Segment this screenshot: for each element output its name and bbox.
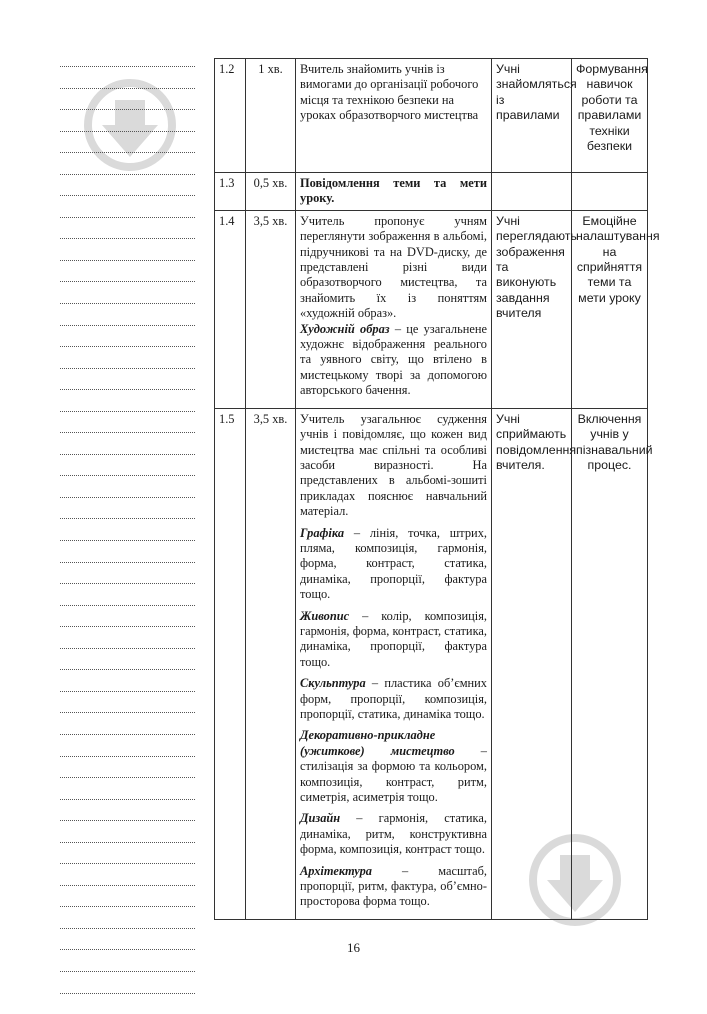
art-form-means: – лінія, точка, штрих, пляма, композиція, гармонія, форма, контраст, статика, динаміка, пропорції, фактура тощо. [300, 525, 487, 602]
definition-term: Художній образ [300, 321, 390, 336]
lesson-plan-table [214, 58, 660, 920]
art-form-term: Скульптура [300, 676, 366, 691]
note-line [60, 131, 195, 133]
table-row [215, 210, 648, 408]
note-line [60, 734, 195, 736]
note-line [60, 66, 195, 68]
note-line [60, 368, 195, 370]
note-line [60, 475, 195, 477]
art-form-definition [300, 676, 487, 722]
note-line [60, 411, 195, 413]
step-number: 1.4 [215, 210, 246, 408]
teacher-activity [296, 59, 492, 173]
teacher-activity [296, 408, 492, 919]
art-form-term: Декоративно-прикладне (ужиткове) мистецтво [300, 728, 455, 758]
art-form-definition [300, 609, 487, 671]
art-form-means: – колір, композиція, гармонія, форма, контраст, статика, динаміка, пропорції, фактура тощо. [300, 608, 487, 669]
pupil-activity [492, 173, 572, 211]
table-row [215, 408, 648, 919]
note-line [60, 88, 195, 90]
table-row [215, 173, 648, 211]
art-form-definition [300, 526, 487, 603]
note-line [60, 777, 195, 779]
art-form-means: – гармонія, статика, динаміка, ритм, конструктивна форма, композиція, контраст тощо. [300, 811, 487, 857]
note-line [60, 195, 195, 197]
note-line [60, 432, 195, 434]
expected-result [572, 173, 648, 211]
note-line [60, 540, 195, 542]
step-duration: 3,5 хв. [246, 408, 296, 919]
step-duration: 1 хв. [246, 59, 296, 173]
note-line [60, 389, 195, 391]
note-line [60, 260, 195, 262]
definition [300, 322, 487, 399]
note-line [60, 152, 195, 154]
pupil-activity: Учні переглядають зображення та виконують завдання вчителя [492, 210, 572, 408]
pupil-activity: Учні знайомляться із правилами [492, 59, 572, 173]
note-line [60, 799, 195, 801]
note-line [60, 518, 195, 520]
note-line [60, 669, 195, 671]
art-form-term: Архітектура [300, 863, 372, 878]
note-line [60, 928, 195, 930]
note-line [60, 863, 195, 865]
art-form-term: Графіка [300, 525, 345, 540]
step-number: 1.2 [215, 59, 246, 173]
expected-result: Емоційне налаштування на сприйняття теми та мети уроку [572, 210, 648, 408]
art-form-term: Живопис [300, 608, 350, 623]
margin-note-lines [60, 66, 195, 1014]
art-form-definition [300, 728, 487, 805]
art-form-means: – масштаб, пропорції, ритм, фактура, об’ємно-просторова форма тощо. [300, 863, 487, 909]
step-number: 1.3 [215, 173, 246, 211]
teacher-activity-text: Учитель узагальнює судження учнів і повідомляє, що кожен вид мистецтва має спільні та особливі засоби виразності. На представлених в альбомі-зошиті прикладах пояснює навчальний матеріал. [300, 411, 487, 519]
art-form-definition [300, 811, 487, 857]
note-line [60, 648, 195, 650]
note-line [60, 626, 195, 628]
art-form-term: Дизайн [300, 811, 341, 826]
art-form-means: – стилізація за формою та кольором, композиція, контраст, ритм, симетрія, асиметрія тощо. [300, 743, 487, 805]
page-number: 16 [347, 940, 360, 955]
note-line [60, 281, 195, 283]
note-line [60, 454, 195, 456]
pupil-activity: Учні сприймають повідомлення вчителя. [492, 408, 572, 919]
definition-text: – це узагальнене художнє відображення реального та уявного світу, що втілено в мистецькому творі за допомогою авторського бачення. [300, 321, 487, 398]
note-line [60, 583, 195, 585]
expected-result: Формування навичок роботи та правилами техніки безпеки [572, 59, 648, 173]
teacher-activity: Повідомлення теми та мети уроку. [296, 173, 492, 211]
note-line [60, 885, 195, 887]
expected-result: Включення учнів у пізнавальний процес. [572, 408, 648, 919]
note-line [60, 993, 195, 995]
note-line [60, 562, 195, 564]
note-line [60, 691, 195, 693]
note-line [60, 971, 195, 973]
step-duration: 0,5 хв. [246, 173, 296, 211]
note-line [60, 605, 195, 607]
art-form-definition [300, 864, 487, 910]
note-line [60, 842, 195, 844]
teacher-activity [296, 210, 492, 408]
teacher-activity-text: Учитель пропонує учням переглянути зображення в альбомі, підручникові та на DVD-диску, де представлені різні види образотворчого мистецтва, та знайомить їх із поняттям «художній образ». [300, 213, 487, 321]
teacher-activity-text: Вчитель знайомить учнів із вимогами до організації робочого місця та технікою безпеки на уроках образотворчого мистецтва [300, 62, 479, 123]
table-row [215, 59, 648, 173]
step-duration: 3,5 хв. [246, 210, 296, 408]
note-line [60, 238, 195, 240]
note-line [60, 303, 195, 305]
note-line [60, 820, 195, 822]
note-line [60, 906, 195, 908]
note-line [60, 174, 195, 176]
note-line [60, 497, 195, 499]
note-line [60, 217, 195, 219]
art-form-means: – пластика об’ємних форм, пропорції, композиція, пропорції, статика, динаміка тощо. [300, 676, 487, 721]
note-line [60, 346, 195, 348]
note-line [60, 756, 195, 758]
note-line [60, 109, 195, 111]
note-line [60, 325, 195, 327]
note-line [60, 712, 195, 714]
step-number: 1.5 [215, 408, 246, 919]
